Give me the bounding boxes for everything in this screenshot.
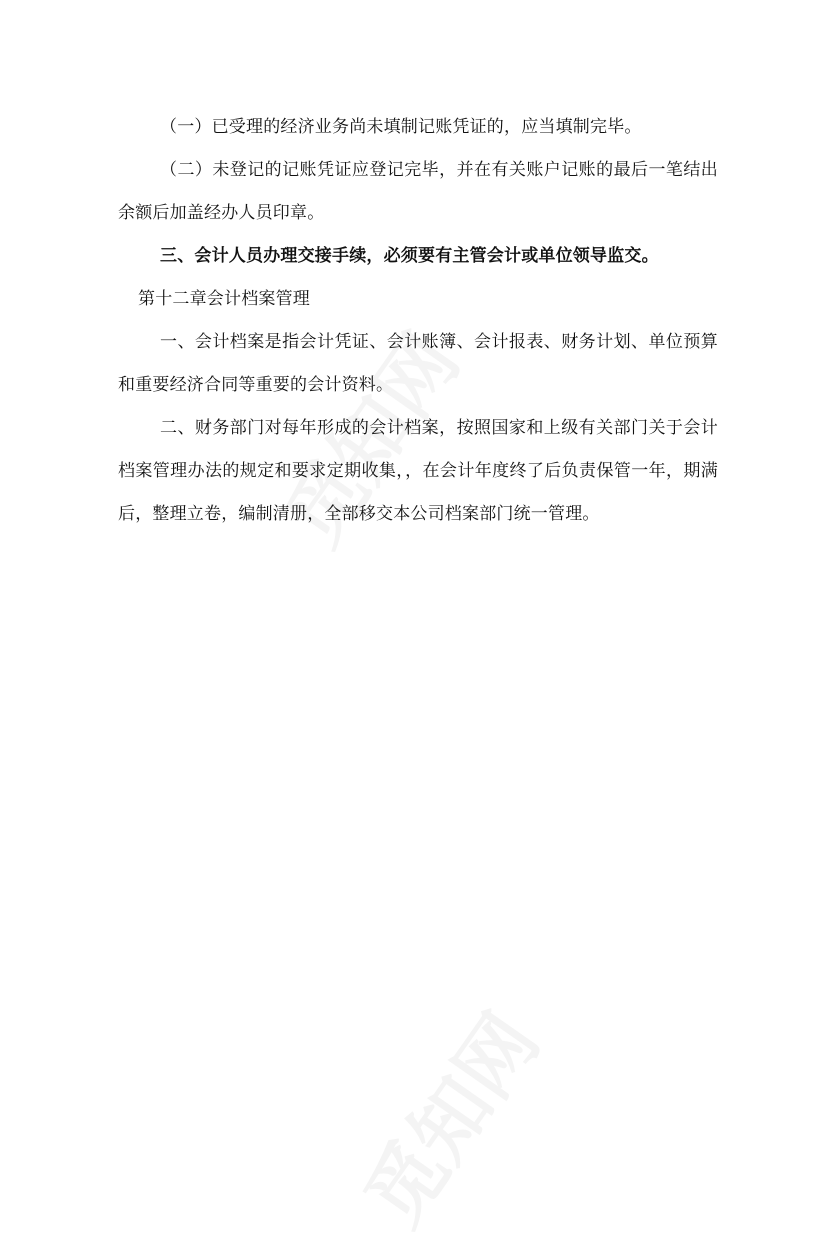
paragraph-archive-definition: 一、会计档案是指会计凭证、会计账簿、会计报表、财务计划、单位预算和重要经济合同等重要的会计资料。 [118,332,718,395]
paragraph-item-1: （一）已受理的经济业务尚未填制记账凭证的，应当填制完毕。 [160,117,642,137]
paragraph-archive-management: 二、财务部门对每年形成的会计档案，按照国家和上级有关部门关于会计档案管理办法的规定和要求定期收集，，在会计年度终了后负责保管一年，期满后，整理立卷，编制清册，全部移交本公司档案部门统一管理。 [118,418,718,524]
section-heading-handover: 三、会计人员办理交接手续，必须要有主管会计或单位领导监交。 [160,246,659,266]
paragraph-item-2: （二）未登记的记账凭证应登记完毕，并在有关账户记账的最后一笔结出余额后加盖经办人员印章。 [118,160,718,223]
document-body [118,106,718,536]
watermark [334,988,560,1244]
chapter-title: 第十二章会计档案管理 [138,289,310,309]
